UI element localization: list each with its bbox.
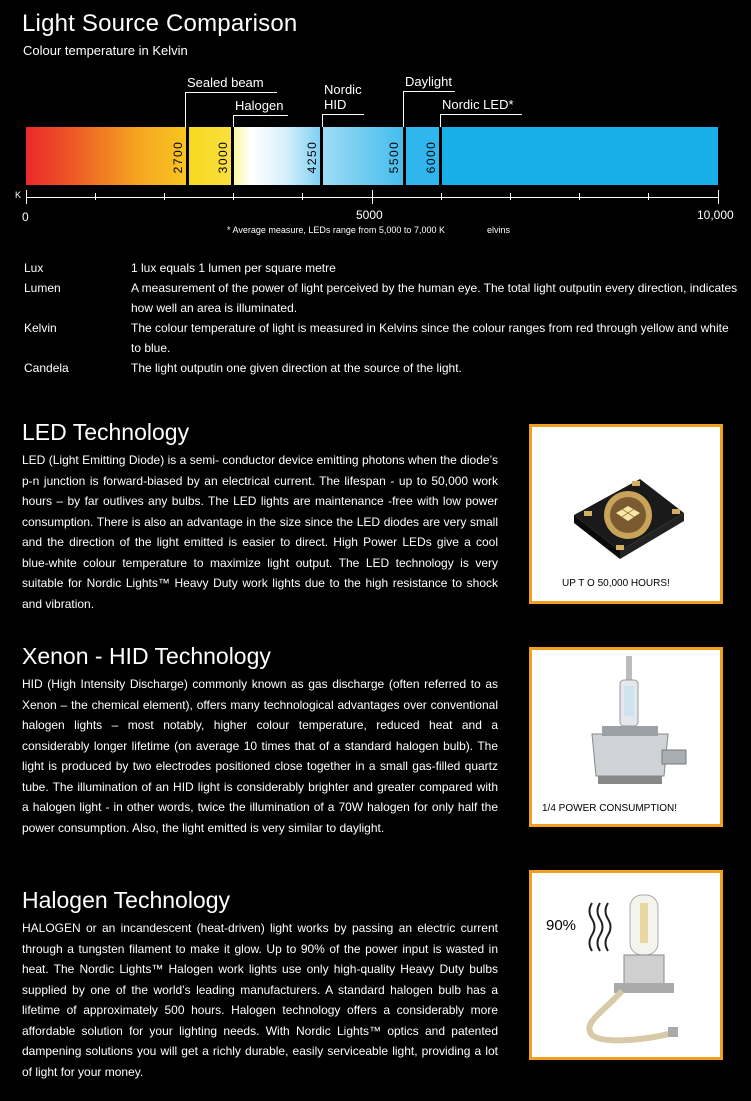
xenon-photo-caption: 1/4 POWER CONSUMPTION! [542, 803, 678, 814]
halogen-section-title: Halogen Technology [22, 887, 231, 913]
glossary-term-kelvin: Kelvin [24, 321, 57, 335]
band-label-nordic-hid-1: Nordic [324, 82, 362, 97]
band-label-nordic-led: Nordic LED* [442, 97, 514, 112]
page-title: Light Source Comparison [22, 10, 298, 37]
axis-unit: K [15, 190, 22, 200]
band-label-halogen: Halogen [235, 98, 284, 113]
axis-footnote: * Average measure, LEDs range from 5,000 to 7,000 K [227, 225, 445, 235]
page-subtitle: Colour temperature in Kelvin [23, 43, 188, 58]
kelvin-value-5500: 5500 [387, 140, 401, 174]
glossary-term-candela: Candela [24, 361, 69, 375]
band-label-nordic-hid-2: HID [324, 97, 347, 112]
band-label-sealed-beam: Sealed beam [187, 75, 264, 90]
led-chip-image [532, 427, 720, 601]
kelvin-value-2700: 2700 [171, 140, 185, 174]
led-section-title: LED Technology [22, 419, 190, 445]
xenon-bulb-image [532, 650, 720, 800]
halogen-section-body: HALOGEN or an incandescent (heat-driven) light works by passing an electric current through a tungsten filament to make it glow. Up to 90% of the power input is wasted in heat. The Nordic Lights™ Halogen work lights use only high-quality Heavy Duty bulbs supplied by one of the world’s leading manufacturers. A standard halogen bulb has a lifetime of approximately 500 hours. Halogen technology offers a considerably more affordable solution for your lighting needs. With Nordic Lights™ optics and patented dampening solutions you will get a richly durable, easily serviceable light, providing a lot of light for your money. [22, 921, 498, 1079]
glossary-term-lumen: Lumen [24, 281, 61, 295]
axis-label-min: 0 [22, 210, 29, 224]
halogen-photo [529, 870, 723, 1060]
xenon-photo [529, 647, 723, 827]
kelvin-value-4250: 4250 [305, 140, 319, 174]
bar-segment-nordic-led [442, 127, 718, 185]
glossary-def-lumen: A measurement of the power of light perceived by the human eye. The total light outputin every direction, indicates how well an area is illuminated. [131, 281, 738, 315]
halogen-badge: 90% [546, 917, 577, 934]
kelvin-value-3000: 3000 [216, 140, 230, 174]
glossary-term-lux: Lux [24, 261, 44, 275]
bar-segment-sealed-beam [26, 127, 186, 185]
axis-label-mid: 5000 [356, 208, 383, 222]
halogen-bulb-image [532, 873, 720, 1057]
led-photo-caption: UP T O 50,000 HOURS! [562, 578, 670, 589]
heat-waves-icon [590, 903, 611, 951]
band-label-daylight: Daylight [405, 74, 452, 89]
axis-footnote-tail: elvins [487, 225, 511, 235]
glossary-def-lux: 1 lux equals 1 lumen per square metre [131, 261, 336, 275]
xenon-section-body: HID (High Intensity Discharge) commonly known as gas discharge (often referred to as Xenon – the chemical element), offers many technological advantages over conventional halogen lights – most notably, higher colour temperature, reduced heat and a considerably longer lifetime (on average 10 times that of a standard halogen bulb). The light is produced by two electrodes positioned close together in a small gas-filled quartz tube. The illumination of an HID light is considerably brighter and greater compared with a halogen light - in other words, twice the illumination of a 70W halogen for only half the power consumption. Also, the light emitted is very similar to daylight. [22, 677, 498, 835]
led-section-body: LED (Light Emitting Diode) is a semi- conductor device emitting photons when the diode’s p-n junction is forward-biased by an electrical current. The lifespan - up to 50,000 work hours – by far outlives any bulbs. The LED lights are maintenance -free with low power consumption. There is also an advantage in the size since the LED diodes are very small and the direction of the light emitted is easier to direct. High Power LEDs give a cool blue-white colour temperature to maximize light output. The LED technology is very suitable for Nordic Lights™ Heavy Duty work lights due to the high resistance to shock and vibration. [22, 453, 498, 611]
glossary-def-candela: The light outputin one given direction at the source of the light. [131, 361, 462, 375]
axis-label-max: 10,000 [697, 208, 734, 222]
kelvin-value-6000: 6000 [424, 140, 438, 174]
xenon-section-title: Xenon - HID Technology [22, 643, 271, 669]
glossary-def-kelvin: The colour temperature of light is measured in Kelvins since the colour ranges from red through yellow and white to blue. [131, 321, 729, 355]
led-photo [529, 424, 723, 604]
